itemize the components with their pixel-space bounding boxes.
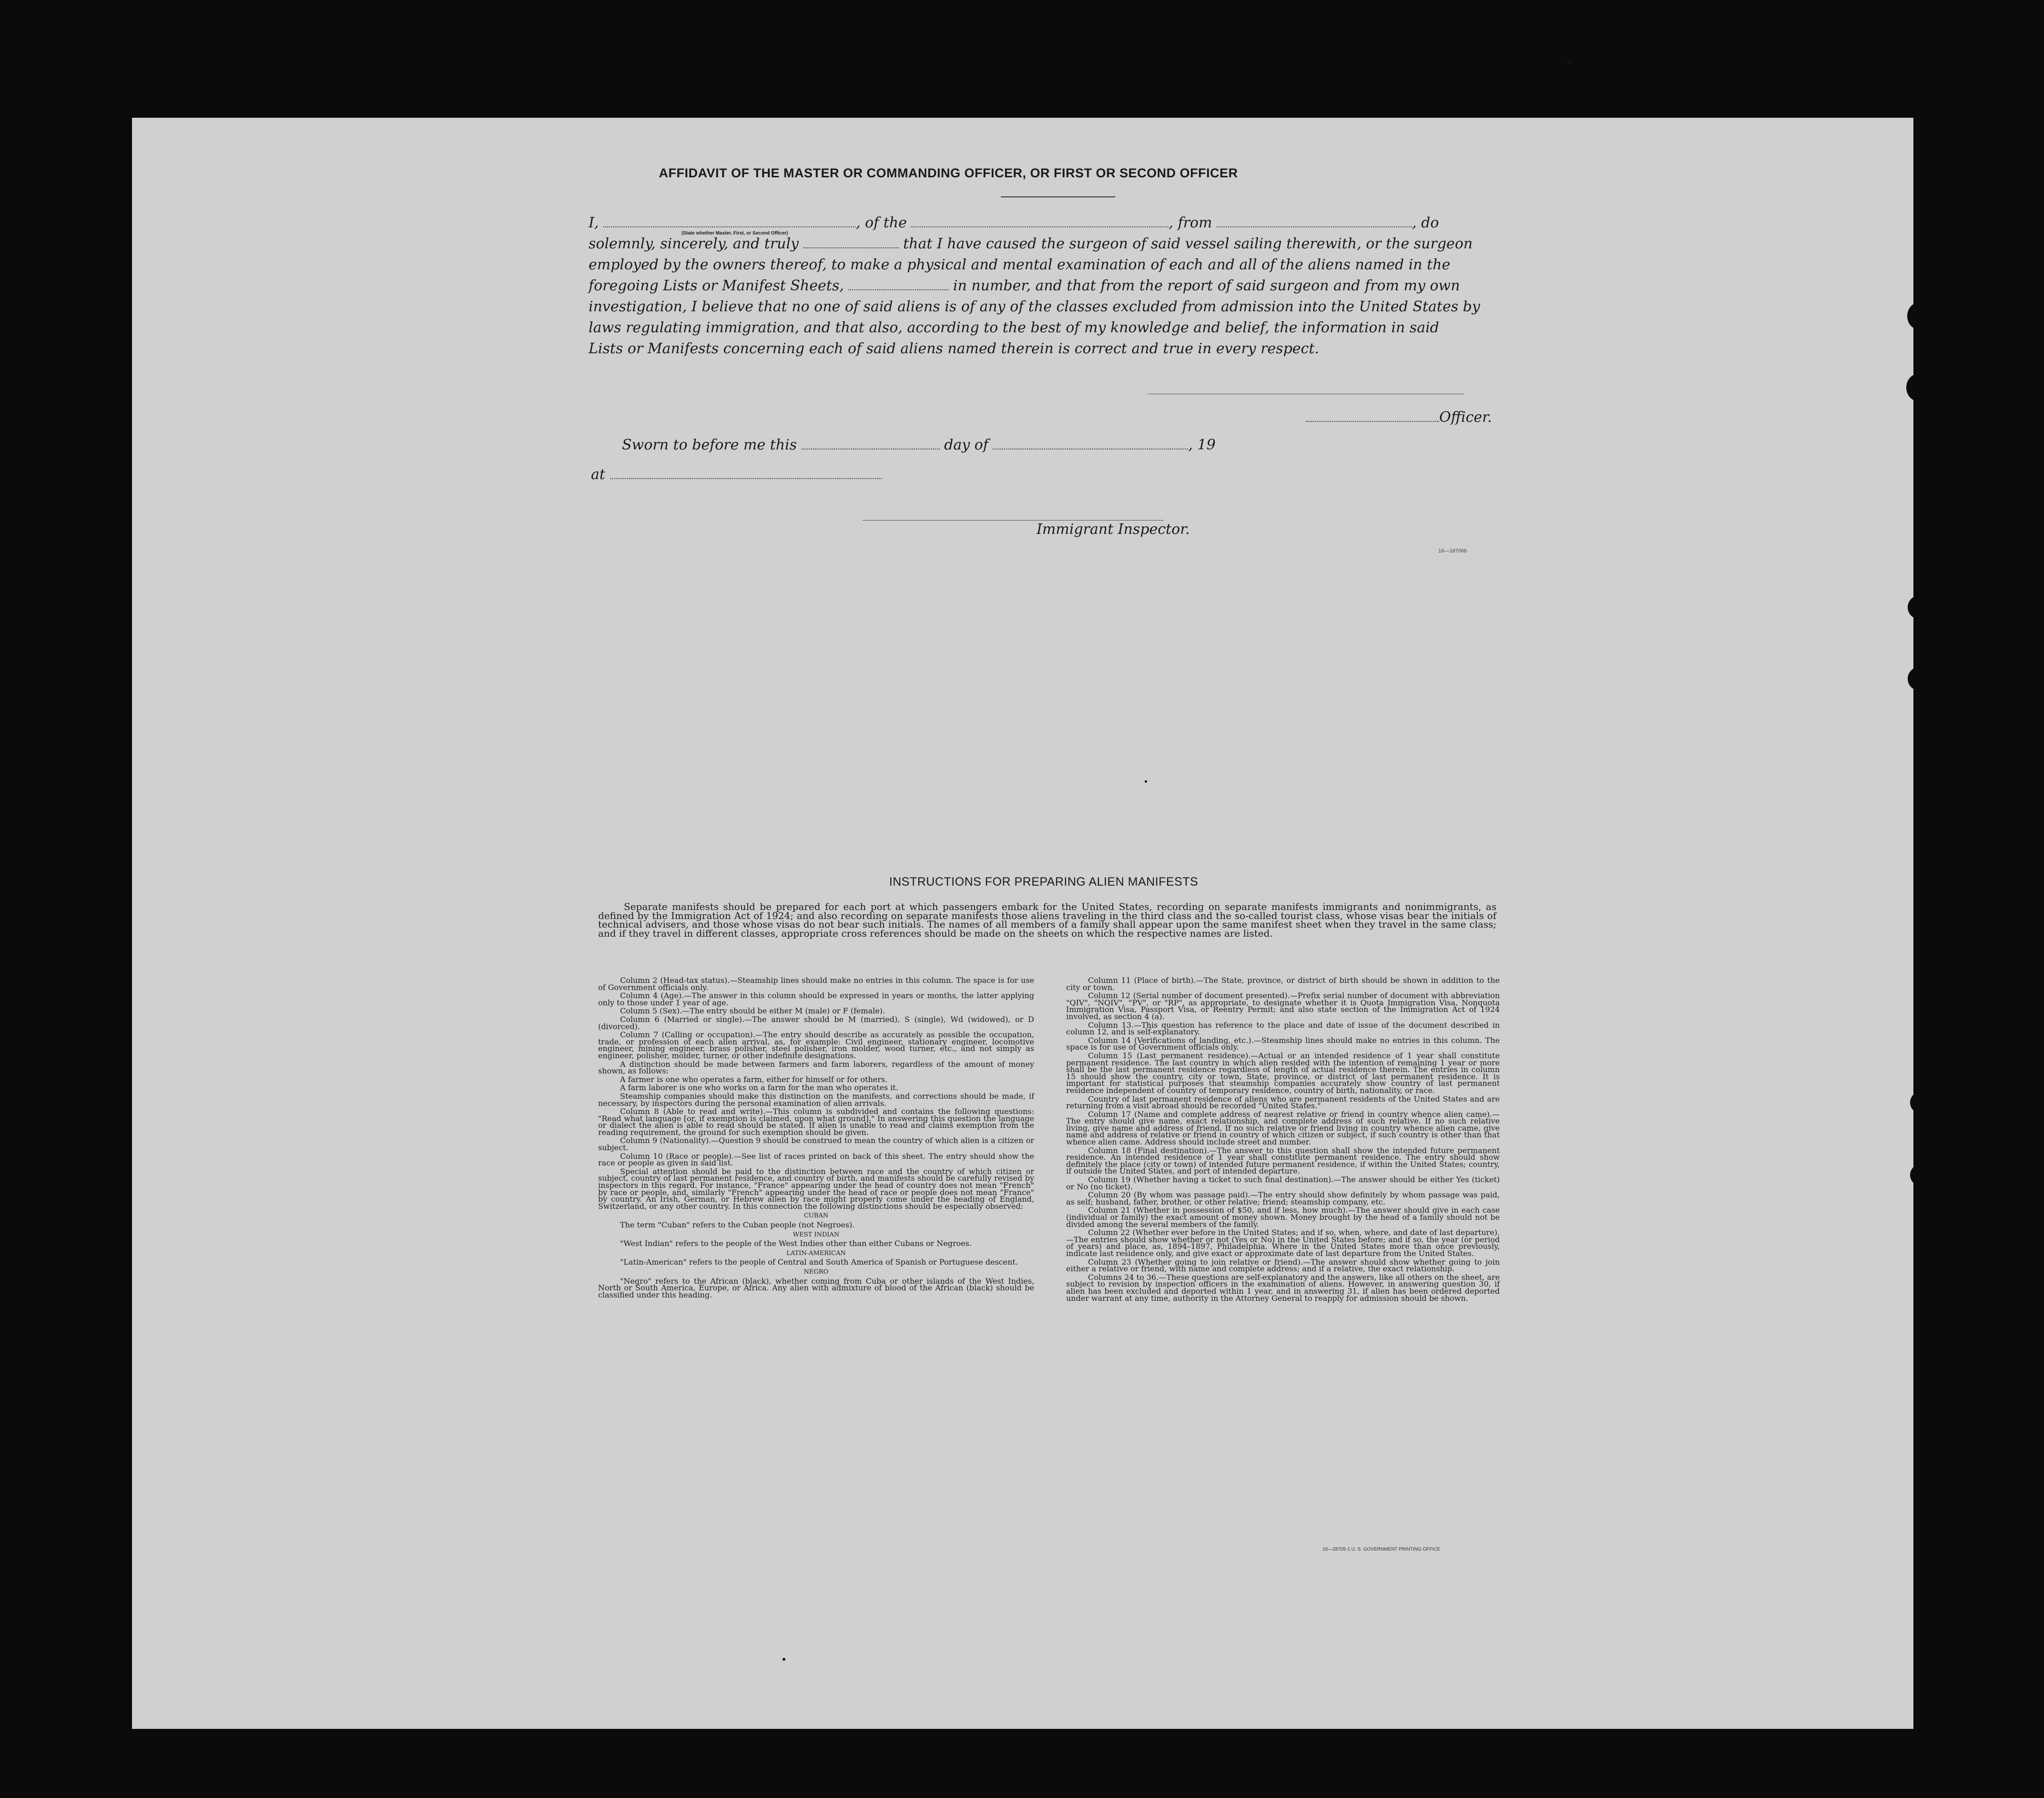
at-line: at [591, 466, 1496, 483]
instruction-paragraph: Column 23 (Whether going to join relative or friend).—The answer should show whether going to join either a relative or friend, with name and complete address; and if a relative, the exact relationship. [1066, 1257, 1500, 1274]
blank-day[interactable] [802, 448, 940, 450]
instruction-paragraph: The term "Cuban" refers to the Cuban people (not Negroes). [620, 1220, 855, 1229]
instructions-left-column [598, 977, 1034, 1300]
inspector-signature-line[interactable] [863, 520, 1164, 521]
blank-port[interactable] [1217, 226, 1412, 227]
instruction-paragraph: Country of last permanent residence of aliens who are permanent residents of the United States and are returning from a visit abroad should be recorded "United States." [1066, 1094, 1500, 1111]
blank-place[interactable] [610, 478, 882, 479]
binder-hole [1913, 1383, 1934, 1404]
blank-officer-rank[interactable] [603, 226, 856, 227]
binder-hole [1908, 595, 1932, 619]
instruction-paragraph: Columns 24 to 36.—These questions are self-explanatory and the answers, like all others on the sheet, are subject to revision by inspection officers in the examination of aliens. However, in answering question 30, if alien has been excluded and deported within 1 year, and in answering 31, if alien has been ordered deported under warrant at any time, authority in the Attorney General to reapply for admission should be shown. [1066, 1272, 1500, 1303]
affidavit-line: Lists or Manifests concerning each of said aliens named therein is correct and true in every respect. [589, 340, 1319, 357]
subheading-cuban: CUBAN [803, 1212, 829, 1220]
blank-officer-signature[interactable] [1306, 420, 1439, 422]
instruction-paragraph: Column 15 (Last permanent residence).—Actual or an intended residence of 1 year shall constitute permanent residence. The last country in which alien resided with the intention of remaining 1 year or more shall be the last permanent residence regardless of length of actual residence therein. The entries in column 15 should show the country, city or town, State, province, or district of last permanent residence. It is important for statistical purposes that steamship companies accurately show country of last permanent residence independent of country of temporary residence, country of birth, nationality, or race. [1066, 1051, 1500, 1095]
instruction-paragraph: Column 21 (Whether in possession of $50, and if less, how much).—The answer should give in each case (individual or family) the exact amount of money shown. Money brought by the head of a family should not be divided among the several members of the family. [1066, 1205, 1500, 1229]
blank-oath[interactable] [803, 247, 899, 248]
binder-hole [1907, 303, 1930, 329]
binder-hole [1910, 1092, 1932, 1114]
affidavit-line: laws regulating immigration, and that also, according to the best of my knowledge and belief, the information in said [589, 319, 1439, 336]
instruction-paragraph: Column 4 (Age).—The answer in this column should be expressed in years or months, the latter applying only to those under 1 year of age. [598, 991, 1034, 1007]
instruction-paragraph: Steamship companies should make this distinction on the manifests, and corrections should be made, if necessary, by inspectors during the personal examination of alien arrivals. [598, 1091, 1034, 1108]
instruction-paragraph: Column 22 (Whether ever before in the United States; and if so, when, where, and date of last departure).—The entries should show whether or not (Yes or No) in the United States before; and if so, the year (or period of years) and place, as, 1894–1897, Philadelphia. Where in the United States more than once previously, indicate last residence only, and give exact or approximate date of last departure from the United States. [1066, 1228, 1500, 1258]
binder-hole [1913, 1457, 1934, 1478]
instruction-paragraph: "Negro" refers to the African (black), whether coming from Cuba or other islands of the West Indies, North or South America, Europe, or Africa. Any alien with admixture of blood of the African (black) should be classified under this heading. [598, 1276, 1034, 1299]
form-code: 16—18706b [1438, 548, 1467, 554]
instruction-paragraph: Column 19 (Whether having a ticket to such final destination).—The answer should be either Yes (ticket) or No (no ticket). [1066, 1175, 1500, 1191]
affidavit-line: foregoing Lists or Manifest Sheets, in number, and that from the report of said surgeon and from my own [589, 277, 1460, 294]
instructions-intro: Separate manifests should be prepared for each port at which passengers embark for the United States, recording on separate manifests immigrants and nonimmigrants, as defined by the Immigration Act of 1924; and also recording on separate manifests those aliens traveling in the third class and the so-called tourist class, whose visas bear the initials of technical advisers, and those whose visas do not bear such initials. The names of all members of a family shall appear upon the same manifest sheet when they travel in the same class; and if they travel in different classes, appropriate cross references should be made on the sheets on which the respective names are listed. [598, 901, 1496, 939]
instruction-paragraph: A farm laborer is one who works on a farm for the man who operates it. [620, 1083, 898, 1093]
affidavit-line: solemnly, sincerely, and truly that I have caused the surgeon of said vessel sailing therewith, or the surgeon [589, 235, 1473, 252]
speck [1145, 780, 1147, 783]
instruction-paragraph: Column 7 (Calling or occupation).—The entry should describe as accurately as possible the occupation, trade, or profession of each alien arrival, as, for example: Civil engineer, stationary engineer, locomotive engineer, mining engineer, brass polisher, steel polisher, iron molder, wood turner, etc., and not simply as engineer, polisher, molder, turner, or other indefinite designations. [598, 1030, 1034, 1060]
instruction-paragraph: Column 20 (By whom was passage paid).—The entry should show definitely by whom passage was paid, as self; husband, father, brother, or other relative; friend; steamship company, etc. [1066, 1190, 1500, 1206]
binder-hole [1910, 1164, 1932, 1186]
printing-office-code: 16—28705-1 U. S. GOVERNMENT PRINTING OFFICE [1322, 1547, 1441, 1552]
instruction-paragraph: Column 9 (Nationality).—Question 9 should be construed to mean the country of which alien is a citizen or subject. [598, 1136, 1034, 1153]
instruction-paragraph: A farmer is one who operates a farm, either for himself or for others. [620, 1074, 888, 1084]
instruction-paragraph: Column 2 (Head-tax status).—Steamship lines should make no entries in this column. The space is for use of Government officials only. [598, 976, 1034, 992]
instruction-paragraph: A distinction should be made between farmers and farm laborers, regardless of the amount of money shown, as follows: [598, 1059, 1034, 1076]
subheading-latin-american: LATIN-AMERICAN [786, 1249, 846, 1257]
blank-sheet-count[interactable] [848, 289, 948, 290]
affidavit-line: I, , of the , from , do [589, 215, 1439, 231]
officer-line: Officer. [1306, 409, 1496, 426]
instruction-paragraph: Special attention should be paid to the distinction between race and the country of which citizen or subject, country of last permanent residence, and country of birth, and manifests should be carefully revised by inspectors in this regard. For instance, "France" appearing under the head of country does not mean "French" by race or people, and, similarly "French" appearing under the head of race or people does not mean "France" by country. An Irish, German, or Hebrew alien by race might properly come under the heading of England, Switzerland, or any other country. In this connection the following distinctions should be especially observed: [598, 1166, 1034, 1211]
instruction-paragraph: Column 10 (Race or people).—See list of races printed on back of this sheet. The entry should show the race or people as given in said list. [598, 1151, 1034, 1168]
subheading-negro: NEGRO [803, 1268, 829, 1276]
binder-hole [1908, 667, 1932, 691]
inspector-label: Immigrant Inspector. [1037, 521, 1190, 538]
instruction-paragraph: Column 8 (Able to read and write).—This column is subdivided and contains the following questions: "Read what language [or, if exemption is claimed, upon what ground]." In answering this question the language or dialect the alien is able to read should be stated. If alien is unable to read and claims exemption from the reading requirement, the ground for such exemption should be given. [598, 1107, 1034, 1137]
instruction-paragraph: Column 6 (Married or single).—The answer should be M (married), S (single), Wd (widowed), or D (divorced). [598, 1014, 1034, 1031]
subheading-west-indian: WEST INDIAN [793, 1231, 840, 1238]
instruction-paragraph: Column 17 (Name and complete address of nearest relative or friend in country whence alien came).—The entry should give name, exact relationship, and complete address of such relative. If no such relative living, give name and address of friend. If no such relative or friend living in country whence alien came, give name and address of relative or friend in country of which citizen or subject, if such country is other than that whence alien came. Address should include street and number. [1066, 1109, 1500, 1147]
instruction-paragraph: Column 13.—This question has reference to the place and date of issue of the document described in column 12, and is self-explanatory. [1066, 1020, 1500, 1037]
binder-hole [1906, 374, 1931, 401]
affidavit-line: investigation, I believe that no one of said aliens is of any of the classes excluded from admission into the United States by [589, 298, 1480, 315]
instruction-paragraph: Column 18 (Final destination).—The answer to this question shall show the intended future permanent residence. An intended residence of 1 year shall constitute permanent residence. The entry should show definitely the place (city or town) of intended future permanent residence, if within the United States; country, if outside the United States, and port of intended departure. [1066, 1145, 1500, 1176]
instruction-paragraph: Column 14 (Verifications of landing, etc.).—Steamship lines should make no entries in this column. The space is for use of Government officials only. [1066, 1035, 1500, 1052]
title-rule [1001, 196, 1115, 197]
blank-month[interactable] [993, 448, 1188, 450]
instruction-paragraph: Column 5 (Sex).—The entry should be either M (male) or F (female). [620, 1006, 885, 1016]
affidavit-line: employed by the owners thereof, to make a physical and mental examination of each and all of the aliens named in the [589, 256, 1451, 273]
instruction-paragraph: "Latin-American" refers to the people of Central and South America of Spanish or Portuguese descent. [620, 1257, 1018, 1267]
instruction-paragraph: "West Indian" refers to the people of the West Indies other than either Cubans or Negroes. [620, 1239, 972, 1248]
instructions-title: INSTRUCTIONS FOR PREPARING ALIEN MANIFESTS [889, 875, 1199, 889]
speck [783, 1658, 785, 1661]
instruction-paragraph: Column 11 (Place of birth).—The State, province, or district of birth should be shown in addition to the city or town. [1066, 976, 1500, 992]
rank-note: (State whether Master, First, or Second Officer) [681, 231, 788, 236]
instruction-paragraph: Column 12 (Serial number of document presented).—Prefix serial number of document with abbreviation "QIV", "NQIV", "PV", or "RP", as appropriate, to designate whether it is Quota Immigration Visa, Nonquota Immigration Visa, Passport Visa, or Reentry Permit; and also state section of the Immigration Act of 1924 involved, as section 4 (a). [1066, 991, 1500, 1021]
sworn-line: Sworn to before me this day of , 19 [622, 437, 1216, 453]
instructions-right-column [1066, 977, 1500, 1303]
blank-vessel[interactable] [911, 226, 1169, 227]
speck [1568, 60, 1571, 64]
affidavit-title: AFFIDAVIT OF THE MASTER OR COMMANDING OFFICER, OR FIRST OR SECOND OFFICER [659, 166, 1238, 180]
